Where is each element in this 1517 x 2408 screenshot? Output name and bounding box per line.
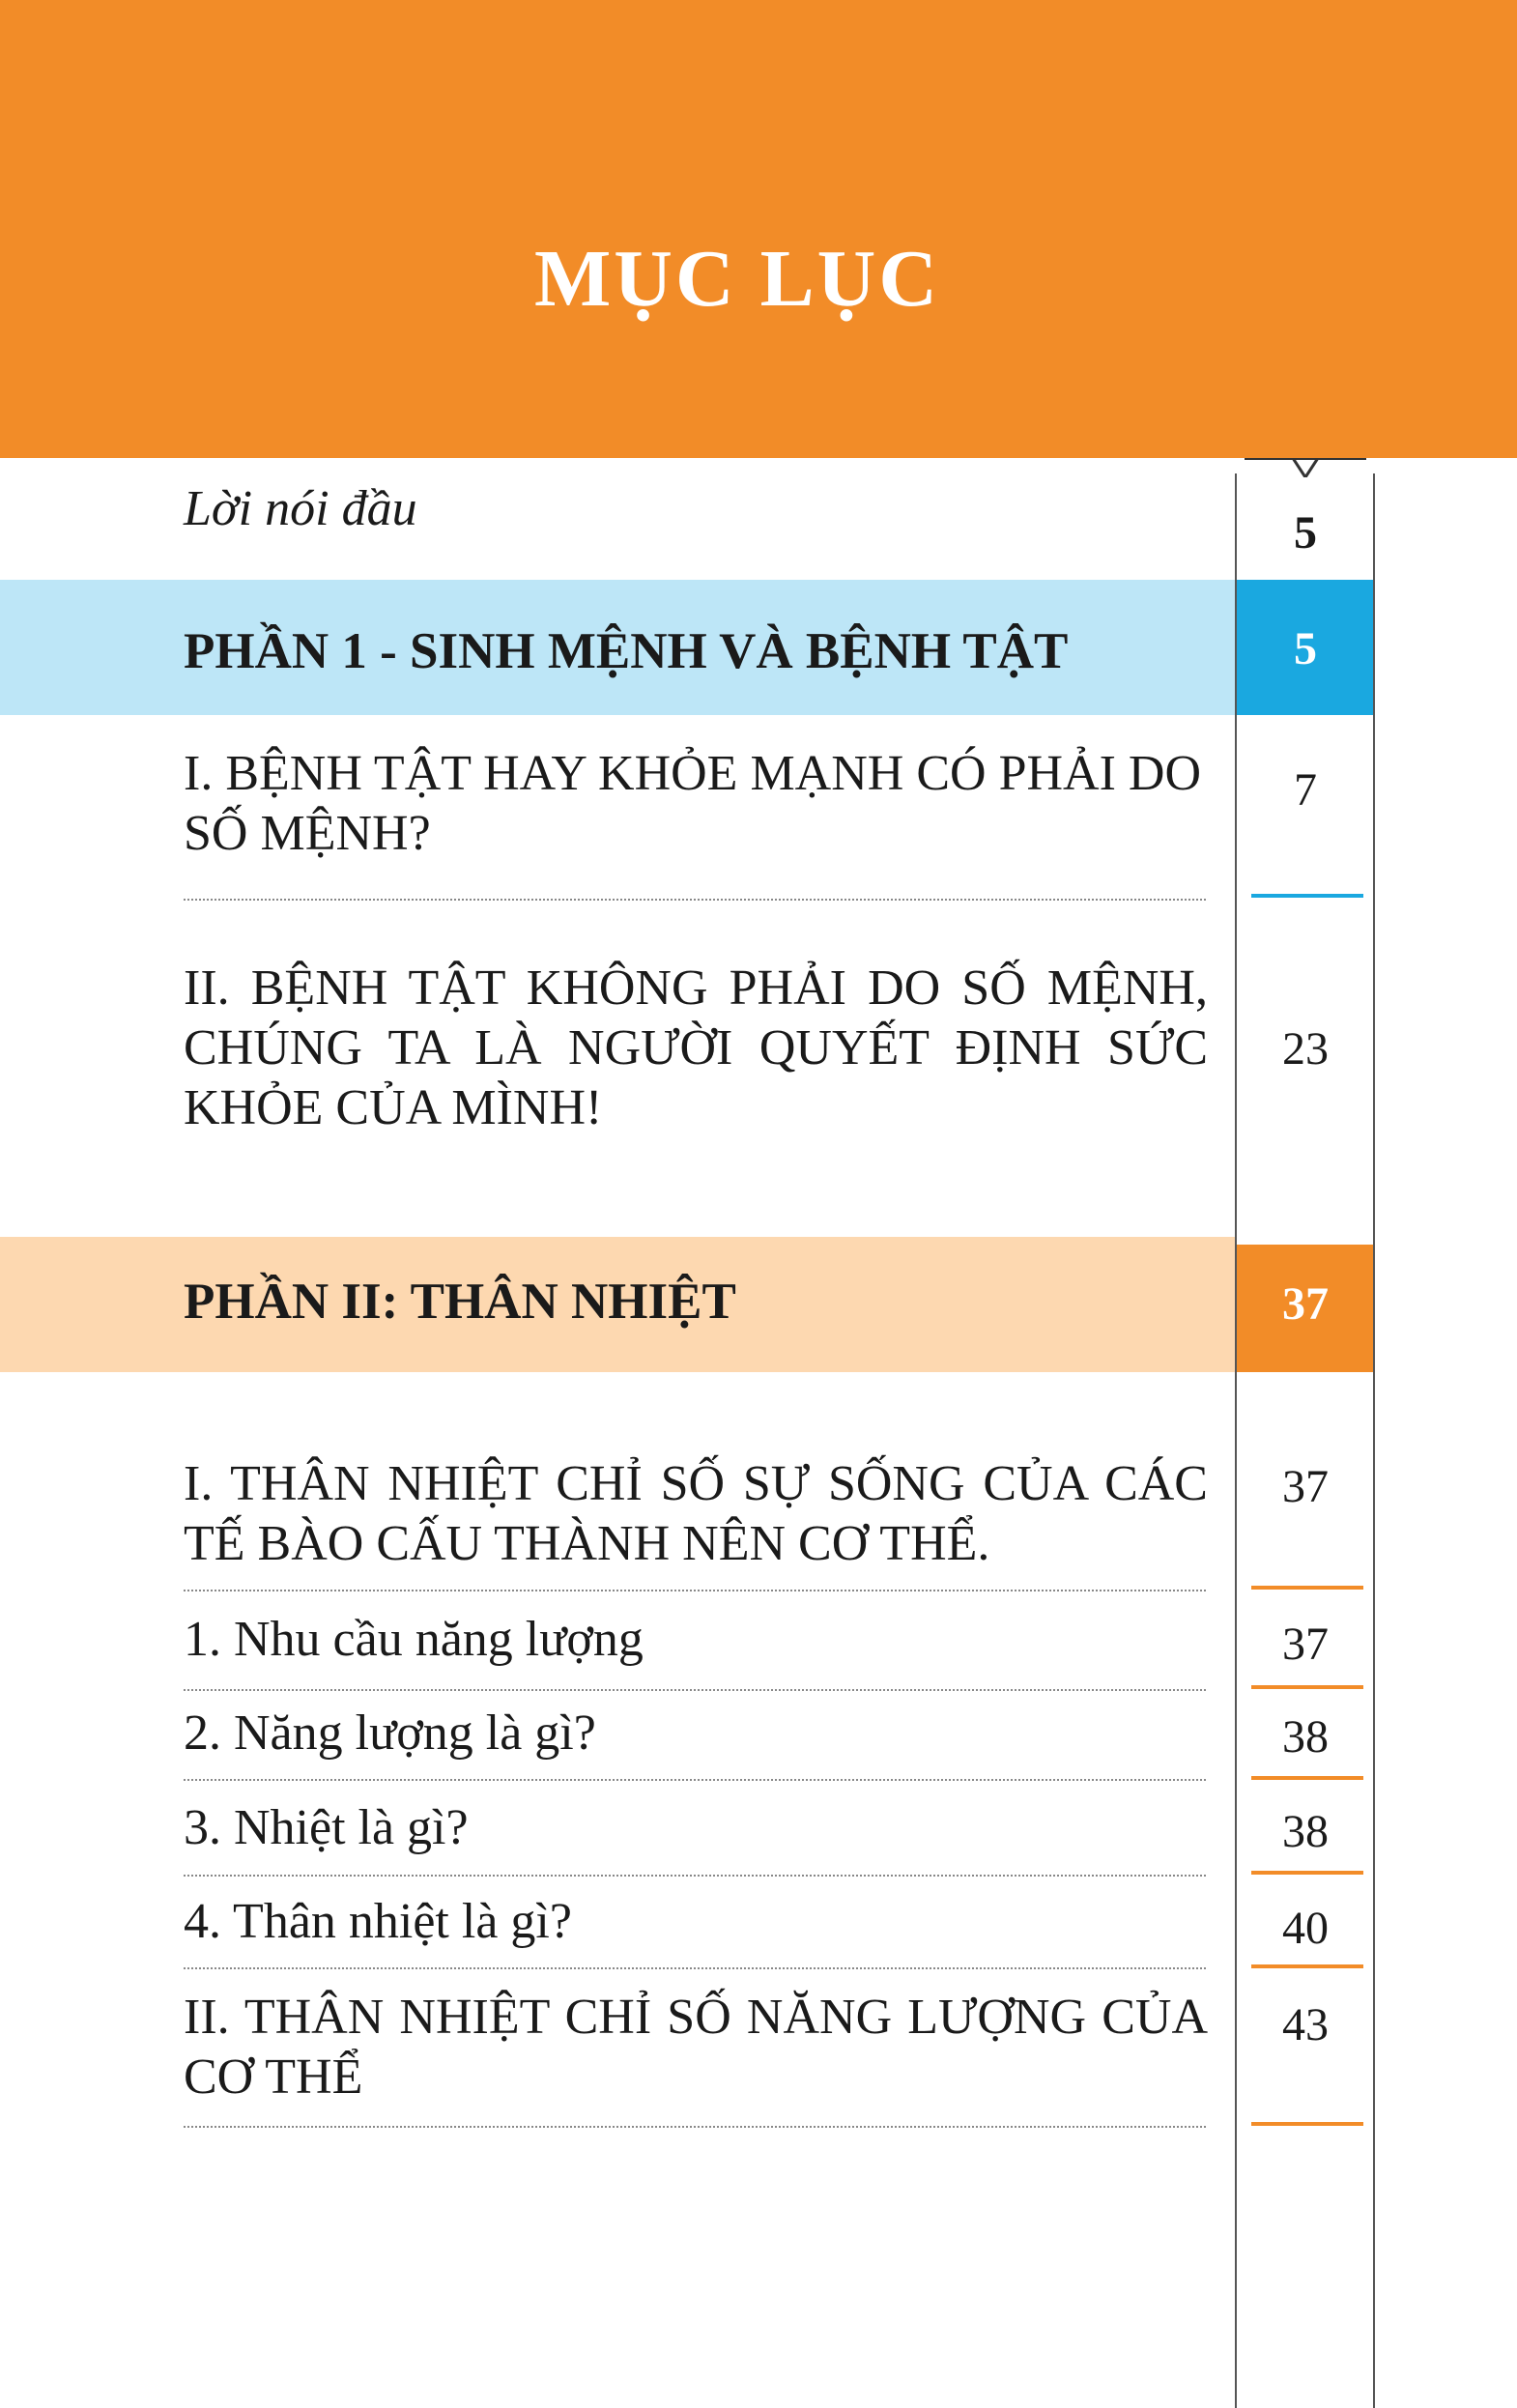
toc-entry-2-1[interactable]: I. THÂN NHIỆT CHỈ SỐ SỰ SỐNG CỦA CÁC TẾ BÀO CẤU THÀNH NÊN CƠ THỂ. [184, 1456, 1208, 1571]
row-separator [184, 899, 1206, 901]
toc-page-part2: 37 [1282, 1278, 1329, 1330]
toc-entry-2-1-4[interactable]: 4. Thân nhiệt là gì? [184, 1894, 572, 1949]
page-underline [1251, 1776, 1363, 1780]
toc-page-preface: 5 [1294, 507, 1317, 559]
toc-entry-part2[interactable]: PHẦN II: THÂN NHIỆT [184, 1274, 736, 1330]
toc-page-2-2: 43 [1282, 1999, 1329, 2050]
row-separator [184, 1590, 1206, 1591]
row-separator [184, 1967, 1206, 1969]
toc-page-2-1-2: 38 [1282, 1711, 1329, 1763]
page-underline [1251, 2122, 1363, 2126]
toc-entry-preface[interactable]: Lời nói đầu [184, 481, 417, 536]
toc-entry-2-1-2[interactable]: 2. Năng lượng là gì? [184, 1706, 596, 1761]
row-separator [184, 1875, 1206, 1877]
page-underline [1251, 1586, 1363, 1590]
page-underline [1251, 1871, 1363, 1875]
page-underline [1251, 894, 1363, 898]
toc-entry-2-1-1[interactable]: 1. Nhu cầu năng lượng [184, 1612, 644, 1667]
page-title: MỤC LỤC [534, 234, 940, 324]
toc-entry-part1[interactable]: PHẦN 1 - SINH MỆNH VÀ BỆNH TẬT [184, 623, 1069, 679]
toc-entry-2-2[interactable]: II. THÂN NHIỆT CHỈ SỐ NĂNG LƯỢNG CỦA CƠ THỂ [184, 1990, 1208, 2105]
toc-page-part1: 5 [1294, 623, 1317, 674]
row-separator [184, 2126, 1206, 2128]
toc-page-2-1-4: 40 [1282, 1903, 1329, 1954]
toc-page-1-2: 23 [1282, 1023, 1329, 1075]
header-banner [0, 0, 1517, 458]
toc-entry-1-1[interactable]: I. BỆNH TẬT HAY KHỎE MẠNH CÓ PHẢI DO SỐ MỆNH? [184, 746, 1202, 861]
toc-entry-1-2[interactable]: II. BỆNH TẬT KHÔNG PHẢI DO SỐ MỆNH, CHÚNG TA LÀ NGƯỜI QUYẾT ĐỊNH SỨC KHỎE CỦA MÌNH! [184, 960, 1208, 1135]
row-separator [184, 1689, 1206, 1691]
toc-page-1-1: 7 [1294, 764, 1317, 816]
tab-notch [1245, 458, 1366, 477]
toc-page-2-1-1: 37 [1282, 1619, 1329, 1670]
page-underline [1251, 1964, 1363, 1968]
toc-entry-2-1-3[interactable]: 3. Nhiệt là gì? [184, 1800, 469, 1855]
page-underline [1251, 1685, 1363, 1689]
toc-page-2-1: 37 [1282, 1461, 1329, 1512]
toc-page-2-1-3: 38 [1282, 1806, 1329, 1857]
row-separator [184, 1779, 1206, 1781]
column-divider [1235, 473, 1237, 2408]
column-edge [1373, 473, 1375, 2408]
